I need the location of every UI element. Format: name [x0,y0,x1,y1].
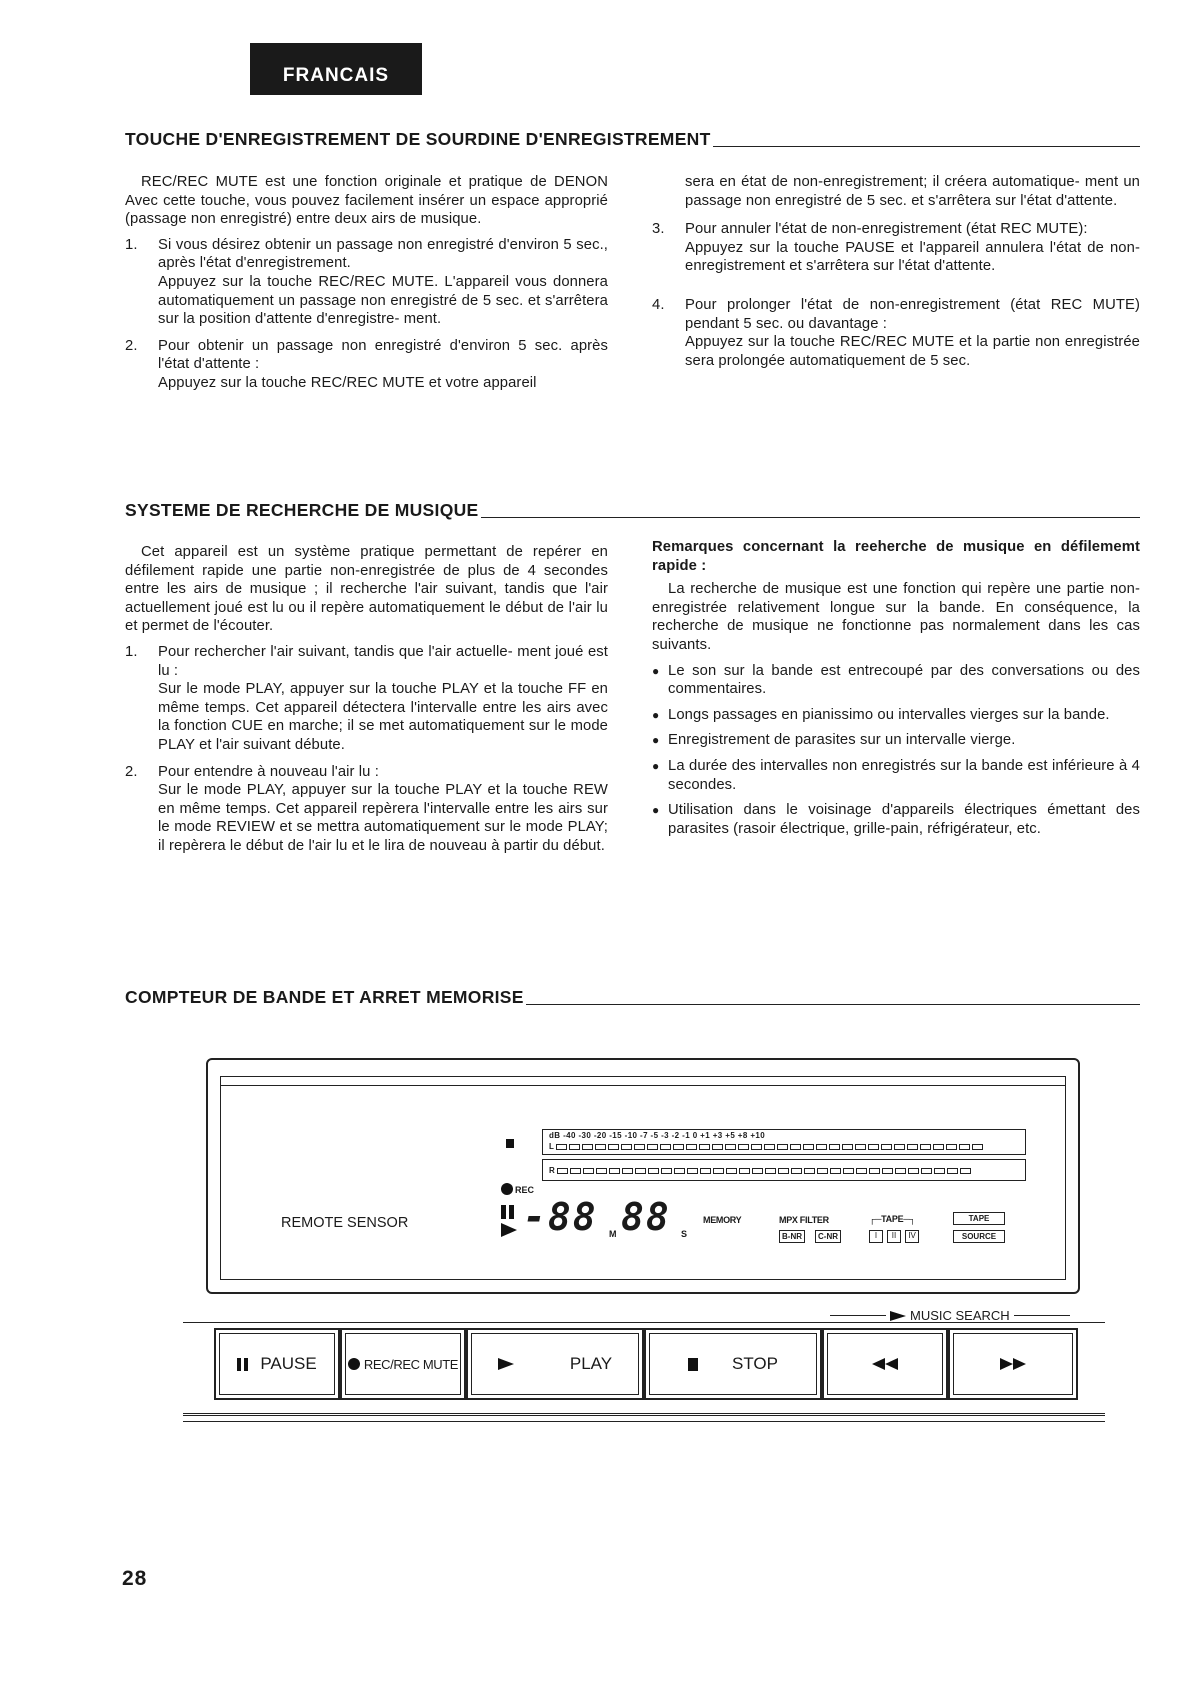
bullet-item: ● Le son sur la bande est entrecoupé par des conversations ou des commentaires. [652,662,1140,698]
item-number: 1. [125,236,138,253]
section2-left-column [125,543,608,864]
cnr-indicator: C-NR [815,1230,841,1243]
item-number: 2. [125,337,138,354]
section-title-rec-mute [125,129,1140,150]
counter-seconds-label: S [681,1229,688,1239]
rec-mute-button[interactable] [340,1328,466,1400]
bullet-item: ● Utilisation dans le voisinage d'appareils électriques émettant des parasites (rasoir électrique, grille-pain, réfrigérateur, etc. [652,802,1140,837]
tape-type-label: TAPE [881,1214,904,1224]
rec-indicator [501,1183,534,1195]
display-window [220,1076,1066,1280]
item-number: 2. [125,763,138,780]
item-text: Si vous désirez obtenir un passage non enregistré d'environ 5 sec., après l'état d'enregistrement. [158,236,608,272]
item-text: Pour entendre à nouveau l'air lu : [158,763,379,780]
remarks-intro: La recherche de musique est une fonction qui repère une partie non-enregistrée relativement longue sur la bande. En conséquence, la recherche de musique ne fonctionne pas normalement dans les cas suivants. [652,581,1140,653]
channel-l-label: L [549,1142,554,1151]
counter-display: -88 [523,1195,598,1239]
item-number: 3. [652,221,665,238]
play-indicator-icon [501,1223,517,1237]
bullet-item: ● La durée des intervalles non enregistrés sur la bande est inférieure à 4 secondes. [652,757,1140,793]
remote-sensor-label: REMOTE SENSOR [281,1215,409,1231]
list-item [652,296,1140,370]
item-text-2: Sur le mode PLAY, appuyer sur la touche PLAY et la touche REW en même temps. Cet appareil repèrera l'intervalle entre les airs sur le mode REVIEW et se mettra automatiquement sur le mode PLAY; il repèrera le début de l'air lu et le lira de nouveau à partir du début. [158,782,608,854]
music-search-label [830,1308,1070,1323]
tape-type-i: I [869,1230,883,1243]
list-item [125,643,608,755]
pause-indicator-icon [501,1205,515,1219]
meter-scale: dB -40 -30 -20 -15 -10 -7 -5 -3 -2 -1 0 +1 +3 +5 +8 +10 [549,1131,766,1140]
section1-continuation: sera en état de non-enregistrement; il créera automatique- ment un passage non enregistré de 5 sec. et s'arrêtera sur l'état d'attente. [685,174,1140,209]
list-item [125,337,608,393]
fast-forward-button[interactable] [948,1328,1078,1400]
channel-r-label: R [549,1166,555,1175]
pause-button[interactable] [214,1328,340,1400]
tape-type-indicators [869,1230,923,1243]
item-text-2: Appuyez sur la touche REC/REC MUTE. L'appareil vous donnera automatiquement un passage non enregistré de 5 sec. et s'arrêtera sur la position d'attente d'enregistre- ment. [158,273,608,328]
tape-monitor-indicator: TAPE [953,1212,1005,1225]
tape-bracket-label: ┌─TAPE─┐ [869,1214,916,1224]
section2-title: SYSTEME DE RECHERCHE DE MUSIQUE [125,500,479,520]
bullet-item: ● Longs passages en pianissimo ou intervalles vierges sur la bande. [652,706,1140,725]
level-meter-left [542,1129,1026,1155]
item-text: Pour rechercher l'air suivant, tandis que l'air actuelle- ment joué est lu : [158,643,608,679]
section1-title: TOUCHE D'ENREGISTREMENT DE SOURDINE D'ENREGISTREMENT [125,129,711,149]
stop-indicator-icon [506,1139,514,1148]
language-tab: FRANCAIS [250,43,422,95]
rec-mute-label: REC/REC MUTE [363,1356,459,1372]
item-number: 1. [125,643,138,660]
item-text-2: Sur le mode PLAY, appuyer sur la touche PLAY et la touche FF en même temps. Cet appareil détectera l'intervalle entre les airs avec la fonction CUE en marche; il se met automatiquement sur le mode PLAY et l'air suivant débute. [158,681,608,753]
remarks-title: Remarques concernant la reeherche de musique en défilememt rapide : [652,539,1140,574]
item-number: 4. [652,296,665,313]
bullet-text: Utilisation dans le voisinage d'appareils électriques émettant des parasites (rasoir électrique, grille-pain, réfrigérateur, etc. [668,802,1140,837]
item-text-2: Appuyez sur la touche PAUSE et l'appareil annulera l'état de non-enregistrement et s'arrêtera sur l'état d'attente. [685,239,1140,275]
item-text: Pour prolonger l'état de non-enregistrement (état REC MUTE) pendant 5 sec. ou davantage : [685,296,1140,332]
list-item [652,220,1140,276]
list-item [125,236,608,329]
mpx-filter-label: MPX FILTER [779,1215,829,1225]
page-number: 28 [122,1567,148,1590]
meter-cells-l [549,1142,983,1151]
pause-label: PAUSE [260,1354,317,1373]
section2-intro: Cet appareil est un système pratique permettant de repérer en défilement rapide une partie non-enregistrée de plus de 4 secondes entre les airs de musique ; il recherche l'air suivant, tandis que l'air actuellement joué est lu ou il repère automatiquement le début de l'air lu et permet de l'écouter. [125,544,608,635]
counter-seconds-display: 88 [621,1195,671,1239]
section2-right-column [652,538,1140,838]
tape-type-iv: IV [905,1230,919,1243]
section1-intro: REC/REC MUTE est une fonction originale et pratique de DENON Avec cette touche, vous pouvez facilement insérer un espace approprié (passage non enregistré) entre deux airs de musique. [125,174,608,228]
bullet-text: Enregistrement de parasites sur un intervalle vierge. [668,732,1016,749]
rec-dot-icon [501,1183,513,1195]
bullet-text: Longs passages en pianissimo ou intervalles vierges sur la bande. [668,706,1110,723]
counter-minutes-label: M [609,1229,617,1239]
bullet-item: ● Enregistrement de parasites sur un intervalle vierge. [652,731,1140,750]
tape-type-ii: II [887,1230,901,1243]
rec-label: REC [515,1185,535,1195]
level-meter-right [542,1159,1026,1181]
music-search-arrow-icon [890,1311,906,1321]
item-text: Pour obtenir un passage non enregistré d'environ 5 sec. après l'état d'attente : [158,337,608,373]
stop-label: STOP [732,1354,778,1373]
source-monitor-indicator: SOURCE [953,1230,1005,1243]
section3-title: COMPTEUR DE BANDE ET ARRET MEMORISE [125,987,524,1007]
play-label: PLAY [569,1354,613,1373]
section-title-counter [125,987,1140,1008]
rewind-button[interactable] [822,1328,948,1400]
meter-cells-r [549,1166,971,1175]
item-text-2: Appuyez sur la touche REC/REC MUTE et la partie non enregistrée sera prolongée automatiquement de 5 sec. [685,334,1140,369]
item-text-2: Appuyez sur la touche REC/REC MUTE et votre appareil [158,374,537,391]
stop-button[interactable] [644,1328,822,1400]
music-search-text: MUSIC SEARCH [910,1308,1010,1323]
deck-display-panel [206,1058,1080,1294]
item-text: Pour annuler l'état de non-enregistrement (état REC MUTE): [685,221,1088,238]
section-title-music-search [125,500,1140,521]
bullet-text: La durée des intervalles non enregistrés sur la bande est inférieure à 4 secondes. [668,757,1140,793]
list-item [125,763,608,856]
section1-left-column [125,173,608,401]
bullet-text: Le son sur la bande est entrecoupé par des conversations ou des commentaires. [668,662,1140,698]
transport-buttons [214,1328,1078,1400]
memory-label: MEMORY [703,1215,742,1225]
bnr-indicator: B-NR [779,1230,805,1243]
play-button[interactable] [466,1328,644,1400]
section1-right-column [652,173,1140,378]
